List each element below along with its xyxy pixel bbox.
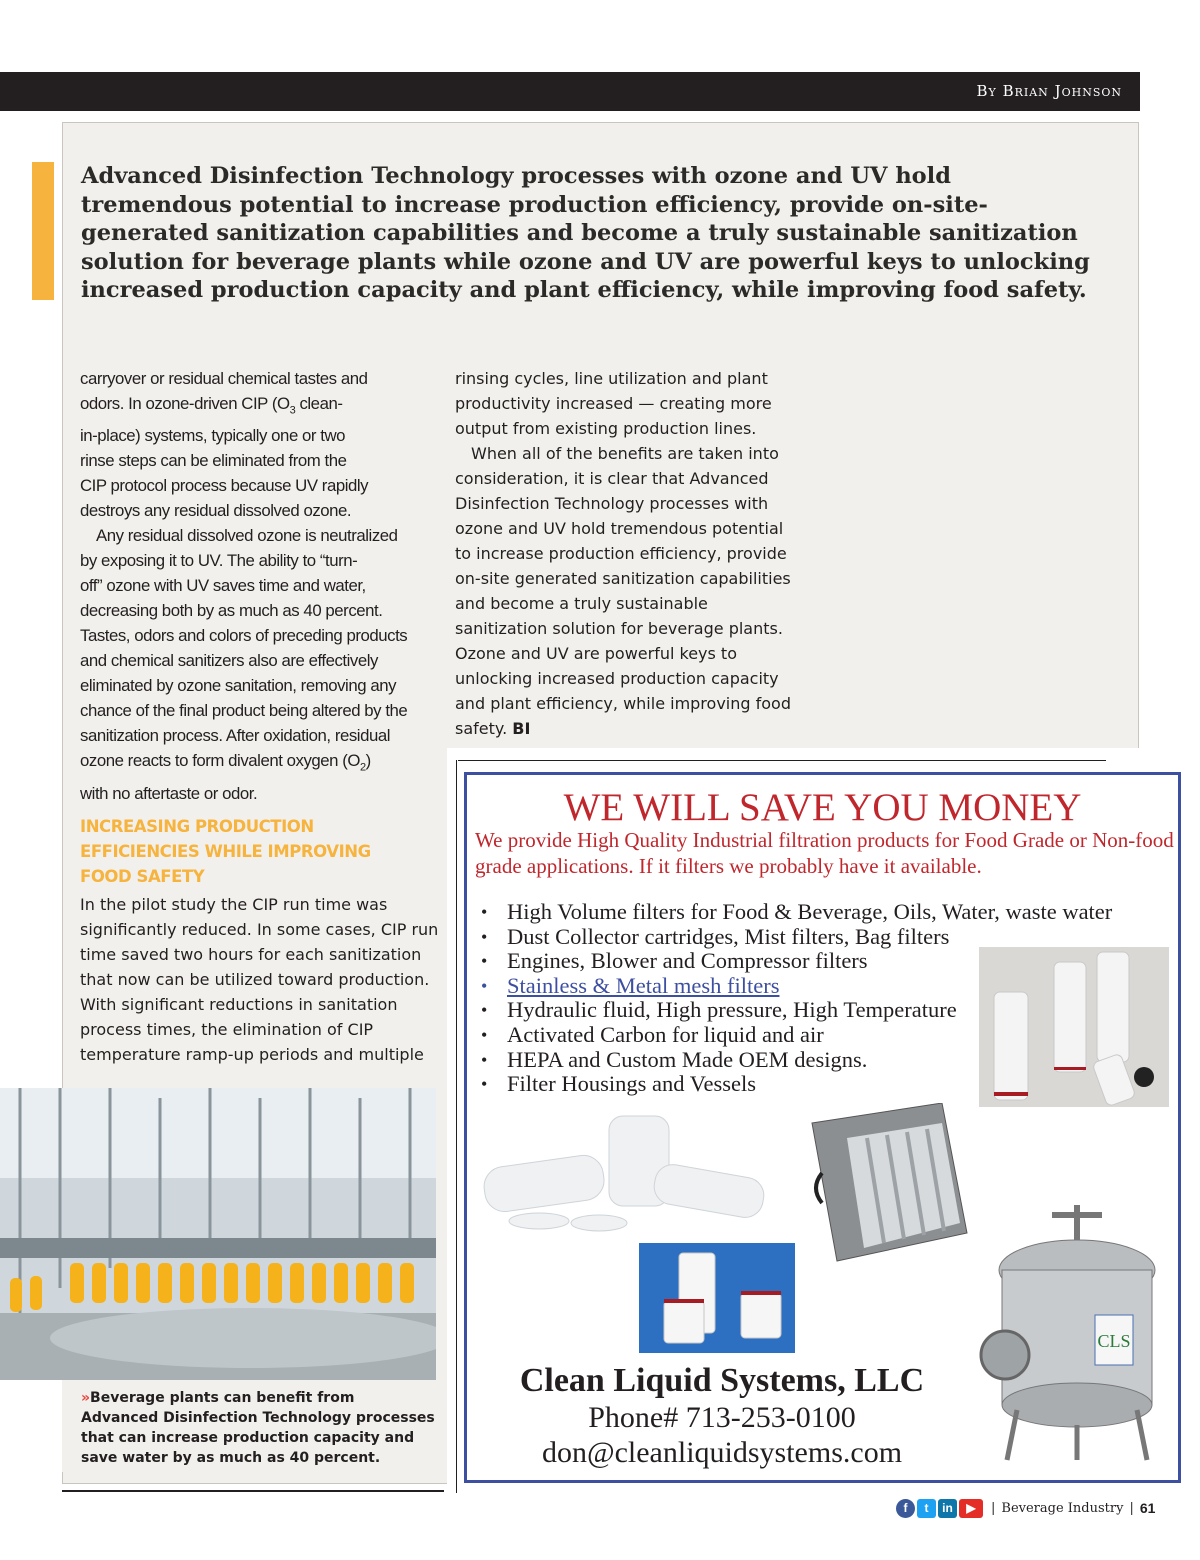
paragraph: When all of the benefits are taken into consideration, it is clear that Advanced Disinfection Technology processes with ozone and UV hold tremendous potential to increase production efficiency, provide on-site generated sanitization capabilities and become a truly sustainable sanitization solution for beverage plants. Ozone and UV are powerful keys to unlocking increased production capacity and plant efficiency, while improving food safety. BI [455,444,791,738]
company-name: Clean Liquid Systems, LLC [519,1362,925,1399]
byline-bar [0,72,1140,111]
advertisement[interactable] [464,772,1181,1483]
hepa-filter-image [792,1103,972,1265]
bottling-line-illustration [0,1088,436,1380]
lede-paragraph: Advanced Disinfection Technology processes with ozone and UV hold tremendous potential to increase production efficiency, provide on-site-generated sanitization capabilities and become a truly sustainable sanitization solution for beverage plants while ozone and UV are powerful keys to unlocking increased production capacity and plant efficiency, while improving food safety. [81,163,1090,303]
list-item: • HEPA and Custom Made OEM designs. [477,1048,1177,1073]
filter-housing-image [977,1195,1167,1465]
lede-accent-bar [32,162,54,300]
paragraph: carryover or residual chemical tastes and odors. In ozone-driven CIP ($O_3$ clean- in-place) systems, typically one or two rinse steps can be eliminated from the CIP protocol process because UV rapidly destroys any residual dissolved ozone. [80,369,369,521]
ad-subline: We provide High Quality Industrial filtration products for Food Grade or Non-food grade applications. If it filters we probably have it available. [475,828,1174,878]
column-1 [80,366,442,806]
ad-headline: WE WILL SAVE YOU MONEY [563,786,1082,829]
list-item: • Hydraulic fluid, High pressure, High Temperature [477,998,1177,1023]
bag-filters-image [479,1111,769,1237]
list-item-link[interactable]: • Stainless & Metal mesh filters [477,974,1177,999]
column-1-continued [80,892,442,1067]
youtube-icon[interactable]: ▶ [959,1499,983,1518]
ad-frame-line [456,760,457,1493]
cls-logo-icon: CLS [1097,1331,1131,1351]
ad-frame-line [458,760,1106,761]
photo-caption: »Beverage plants can benefit from Advanced Disinfection Technology processes that can increase production capacity and save water by as much as 40 percent. [81,1390,435,1466]
footer-separator: | [991,1500,996,1516]
bottom-rule [62,1490,444,1492]
page-number: 61 [1139,1500,1156,1516]
bottling-line-photo [0,1088,436,1380]
list-item: • Dust Collector cartridges, Mist filters, Bag filters [477,925,1177,950]
subhead-block [80,814,442,889]
caption-marker-icon: » [81,1390,91,1406]
footer-separator: | [1129,1500,1134,1516]
end-mark: BI [512,719,531,738]
list-item: • Activated Carbon for liquid and air [477,1023,1177,1048]
company-email[interactable]: don@cleanliquidsystems.com [541,1436,903,1469]
list-item: • Filter Housings and Vessels [477,1072,1177,1097]
pleated-cartridges-image [639,1243,795,1353]
column-2 [455,366,810,741]
list-item: • Engines, Blower and Compressor filters [477,949,1177,974]
linkedin-icon[interactable]: in [938,1499,957,1518]
paragraph: rinsing cycles, line utilization and plant productivity increased — creating more output from existing production lines. [455,369,772,438]
section-subhead: INCREASING PRODUCTION EFFICIENCIES WHILE IMPROVING FOOD SAFETY [80,817,371,886]
cartridge-filters-image [979,947,1169,1107]
twitter-icon[interactable]: t [917,1499,936,1518]
facebook-icon[interactable]: f [896,1499,915,1518]
byline: By Brian Johnson [976,82,1122,100]
publication-name: Beverage Industry [1001,1500,1124,1516]
company-phone[interactable]: Phone# 713-253-0100 [588,1401,856,1434]
list-item: • High Volume filters for Food & Beverage, Oils, Water, waste water [477,900,1177,925]
page-footer [896,1497,1155,1519]
paragraph: Any residual dissolved ozone is neutralized by exposing it to UV. The ability to “turn- off” ozone with UV saves time and water, decreasing both by as much as 40 percent. Tastes, odors and colors of preceding products and chemical sanitizers also are effectively eliminated by ozone sanitation, removing any chance of the final product being altered by the sanitization process. After oxidation, residual ozone reacts to form divalent oxygen $(O_2)$ with no aftertaste or odor. [80,526,408,803]
paragraph: In the pilot study the CIP run time was significantly reduced. In some cases, CIP run time saved two hours for each sanitization that now can be utilized toward production. With significant reductions in sanitation process times, the elimination of CIP temperature ramp-up periods and multiple [80,895,439,1064]
